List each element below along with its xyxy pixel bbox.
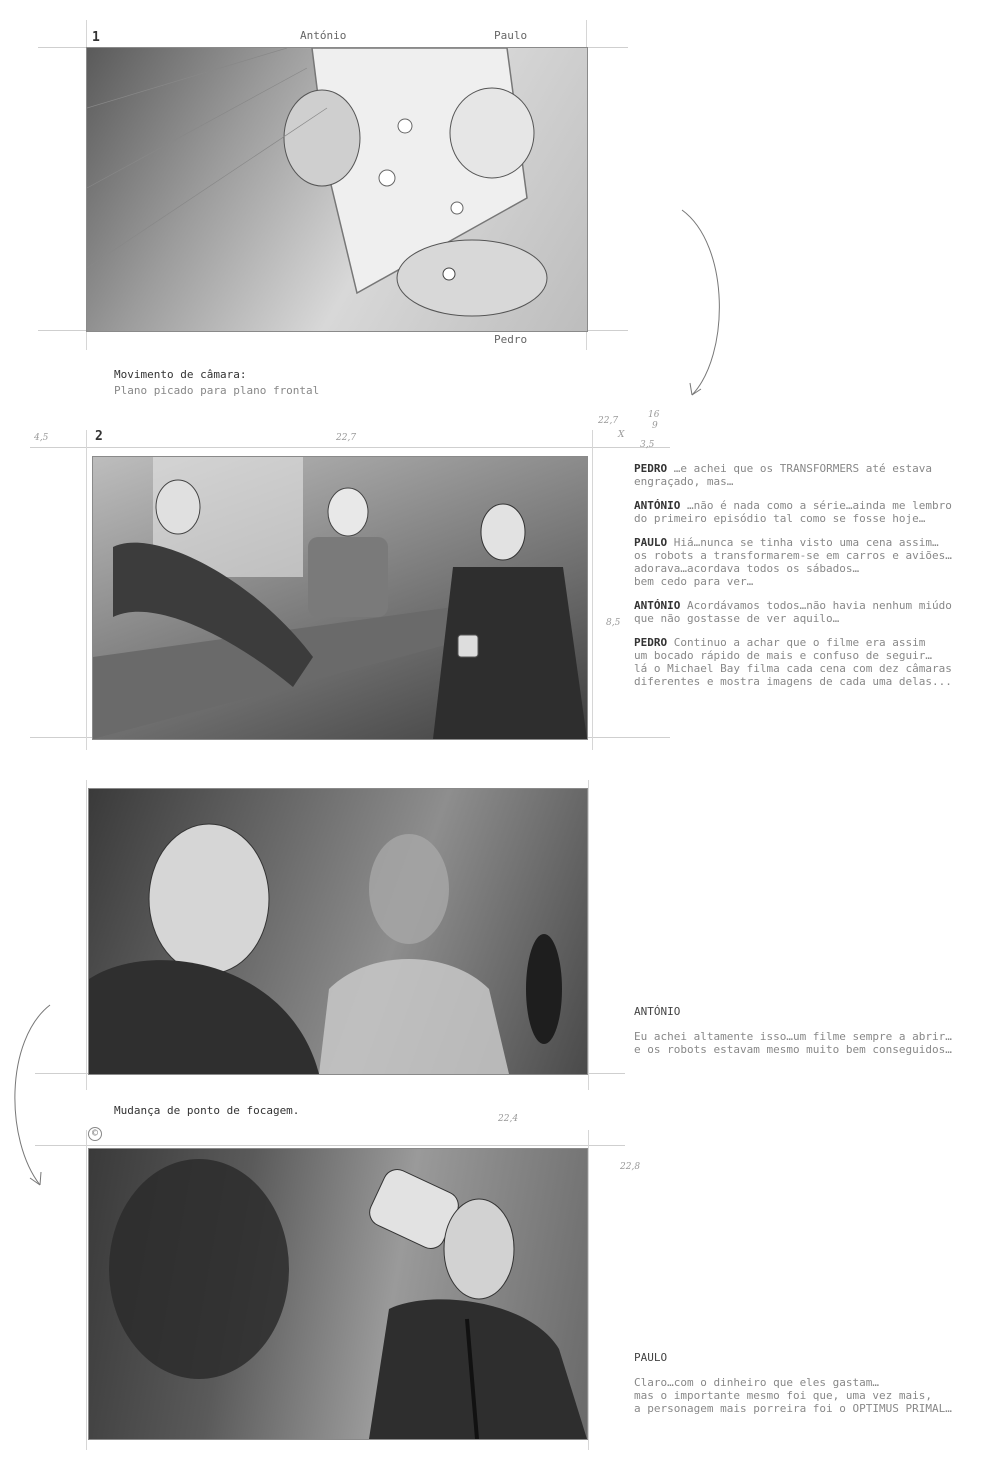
guide-line [588,780,589,1090]
pencil-mark: X [618,430,625,440]
pencil-mark: 9 [652,421,658,431]
pencil-mark: 22,8 [620,1162,641,1172]
dialogue-text: Acordávamos todos…não havia nenhum miúdo que não gostasse de ver aquilo… [634,599,952,625]
dialogue-text: …e achei que os TRANSFORMERS até estava engraçado, mas… [634,462,933,488]
table-scene-sketch [93,457,587,739]
dialogue-line [634,536,994,588]
storyboard-panel-1 [86,47,588,332]
dialogue-line [634,636,994,688]
guide-line [86,430,87,750]
speaker-name: ANTÓNIO [634,599,681,612]
focus-change-note: Mudança de ponto de focagem. [114,1104,300,1117]
guide-line [30,447,670,448]
storyboard-panel-3 [88,788,588,1075]
pencil-mark: 8,5 [606,618,621,628]
dialogue-block-panel-3 [634,1005,994,1056]
overhead-table-sketch [87,48,587,331]
dialogue-text: Eu achei altamente isso…um filme sempre a abrir… e os robots estavam mesmo muito bem conseguidos… [634,1030,952,1056]
copyright-icon: © [88,1127,102,1141]
storyboard-panel-4 [88,1148,588,1440]
dialogue-line [634,599,994,625]
curved-arrow-icon [10,1000,60,1190]
panel-number: 2 [95,429,103,444]
camera-movement-title: Movimento de câmara: [114,368,247,381]
dialogue-text: Claro…com o dinheiro que eles gastam… mas o importante mesmo foi que, uma vez mais, a personagem mais porreira foi o OPTIMUS PRIMAL… [634,1376,952,1415]
dialogue-text: Hiá…nunca se tinha visto uma cena assim… os robots a transformarem-se em carros e aviões… adorava…acordava todos os sábados… bem cedo para ver… [634,536,952,588]
guide-line [35,1145,625,1146]
drinking-scene-sketch [89,1149,587,1439]
pencil-mark: 22,4 [498,1114,519,1124]
curved-arrow-icon [670,205,730,405]
close-up-sketch [89,789,587,1074]
character-label-pedro: Pedro [494,333,528,346]
guide-line [592,430,593,750]
pencil-mark: 22,7 [598,416,619,426]
storyboard-panel-2 [92,456,588,740]
dialogue-block-panel-2 [634,462,994,699]
speaker-name: ANTÓNIO [634,499,681,512]
speaker-name: PAULO [634,536,668,549]
pencil-mark: 3,5 [640,440,655,450]
pencil-mark: 4,5 [34,433,49,443]
dialogue-text: …não é nada como a série…ainda me lembro do primeiro episódio tal como se fosse hoje… [634,499,952,525]
character-label-paulo: Paulo [494,29,528,42]
dialogue-text: Continuo a achar que o filme era assim um bocado rápido de mais e confuso de seguir… lá o Michael Bay filma cada cena com dez câmaras diferentes e mostra imagens de cada uma delas... [634,636,952,688]
dialogue-block-panel-4 [634,1351,994,1415]
guide-line [86,1130,87,1450]
speaker-name: ANTÓNIO [634,1005,681,1018]
guide-line [86,780,87,1090]
pencil-mark: 16 [648,410,660,420]
camera-movement-text: Plano picado para plano frontal [114,384,320,397]
dialogue-line [634,499,994,525]
speaker-name: PEDRO [634,462,668,475]
pencil-mark: 22,7 [336,433,357,443]
dialogue-line [634,462,994,488]
panel-number: 1 [92,30,100,45]
speaker-name: PEDRO [634,636,668,649]
speaker-name: PAULO [634,1351,668,1364]
guide-line [588,1130,589,1450]
character-label-antonio: António [300,29,347,42]
